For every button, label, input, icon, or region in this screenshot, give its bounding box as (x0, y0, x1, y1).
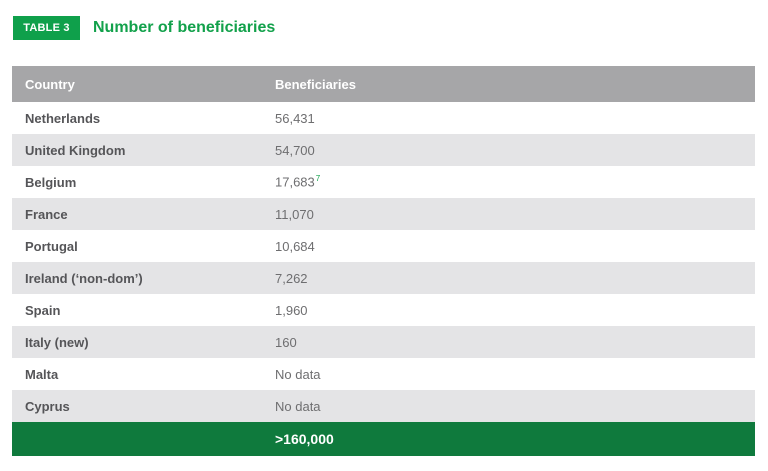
beneficiaries-value: No data (275, 366, 321, 382)
table-row (12, 198, 755, 230)
country-cell: Ireland (‘non-dom’) (12, 262, 262, 294)
beneficiaries-cell (262, 166, 755, 198)
country-cell: Italy (new) (12, 326, 262, 358)
country-cell: Netherlands (12, 102, 262, 134)
total-value-cell: >160,000 (262, 422, 755, 456)
beneficiaries-value: 1,960 (275, 302, 308, 318)
country-cell: France (12, 198, 262, 230)
beneficiaries-table (12, 66, 755, 456)
column-header-row (12, 66, 755, 102)
beneficiaries-value: 160 (275, 334, 297, 350)
beneficiaries-cell (262, 294, 755, 326)
column-header-beneficiaries: Beneficiaries (262, 66, 755, 102)
beneficiaries-cell (262, 390, 755, 422)
footnote-marker[interactable]: 7 (315, 174, 321, 184)
table-number-badge: TABLE 3 (13, 16, 80, 40)
beneficiaries-value: 56,431 (275, 110, 315, 126)
country-cell: United Kingdom (12, 134, 262, 166)
beneficiaries-value: 11,070 (275, 206, 314, 222)
table-row (12, 102, 755, 134)
total-row (12, 422, 755, 456)
table-row (12, 134, 755, 166)
country-cell: Spain (12, 294, 262, 326)
table-row (12, 390, 755, 422)
table-header (13, 16, 275, 40)
table-row (12, 358, 755, 390)
beneficiaries-cell (262, 262, 755, 294)
column-header-country: Country (12, 66, 262, 102)
beneficiaries-value: 54,700 (275, 142, 315, 158)
country-cell: Cyprus (12, 390, 262, 422)
beneficiaries-cell (262, 102, 755, 134)
beneficiaries-value: 7,262 (275, 270, 308, 286)
beneficiaries-cell (262, 358, 755, 390)
table-row (12, 166, 755, 198)
country-cell: Belgium (12, 166, 262, 198)
beneficiaries-cell (262, 134, 755, 166)
table-row (12, 262, 755, 294)
beneficiaries-cell (262, 230, 755, 262)
total-label-cell (12, 422, 262, 456)
table-title: Number of beneficiaries (93, 19, 276, 36)
table-row (12, 294, 755, 326)
beneficiaries-cell (262, 198, 755, 230)
beneficiaries-value: 10,684 (275, 238, 315, 254)
table-row (12, 326, 755, 358)
table-row (12, 230, 755, 262)
beneficiaries-value: 17,683 (275, 174, 315, 190)
beneficiaries-value: No data (275, 398, 321, 414)
country-cell: Malta (12, 358, 262, 390)
beneficiaries-cell (262, 326, 755, 358)
country-cell: Portugal (12, 230, 262, 262)
